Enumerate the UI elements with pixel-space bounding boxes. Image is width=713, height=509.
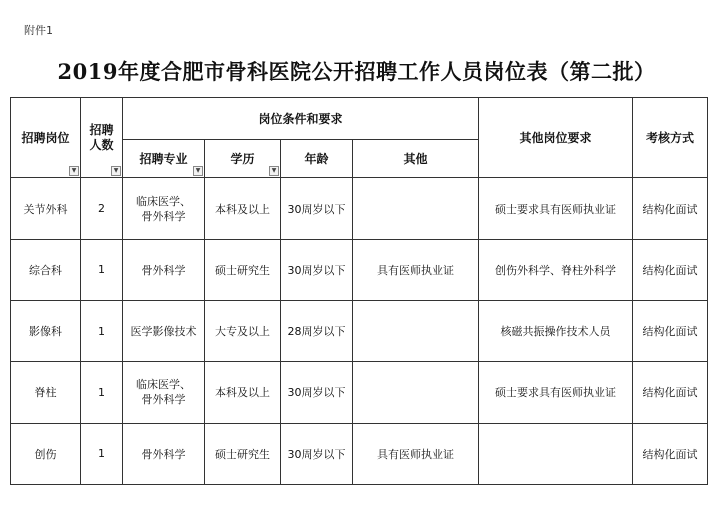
cell-education: 大专及以上 bbox=[205, 301, 281, 362]
cell-assessment: 结构化面试 bbox=[633, 301, 708, 362]
table-row bbox=[11, 239, 708, 300]
header-position: 招聘岗位 ▼ bbox=[11, 98, 81, 178]
cell-education: 硕士研究生 bbox=[205, 423, 281, 484]
header-assessment: 考核方式 bbox=[633, 98, 708, 178]
cell-position: 脊柱 bbox=[11, 362, 81, 423]
cell-age: 30周岁以下 bbox=[281, 239, 353, 300]
header-age: 年龄 bbox=[281, 140, 353, 178]
cell-major: 临床医学、骨外科学 bbox=[123, 362, 205, 423]
cell-age: 28周岁以下 bbox=[281, 301, 353, 362]
header-other-position-requirements: 其他岗位要求 bbox=[479, 98, 633, 178]
cell-other bbox=[353, 362, 479, 423]
cell-other: 具有医师执业证 bbox=[353, 423, 479, 484]
cell-position: 综合科 bbox=[11, 239, 81, 300]
attachment-label: 附件1 bbox=[24, 24, 53, 37]
filter-dropdown-icon[interactable]: ▼ bbox=[111, 166, 121, 176]
header-education: 学历 ▼ bbox=[205, 140, 281, 178]
table-row bbox=[11, 178, 708, 239]
cell-other-requirements: 创伤外科学、脊柱外科学 bbox=[479, 239, 633, 300]
cell-other-requirements bbox=[479, 423, 633, 484]
cell-count: 1 bbox=[81, 362, 123, 423]
cell-count: 1 bbox=[81, 301, 123, 362]
cell-position: 影像科 bbox=[11, 301, 81, 362]
cell-assessment: 结构化面试 bbox=[633, 423, 708, 484]
cell-other bbox=[353, 178, 479, 239]
table-row bbox=[11, 423, 708, 484]
cell-other: 具有医师执业证 bbox=[353, 239, 479, 300]
cell-position: 关节外科 bbox=[11, 178, 81, 239]
header-count: 招聘人数 ▼ bbox=[81, 98, 123, 178]
cell-major: 临床医学、骨外科学 bbox=[123, 178, 205, 239]
cell-count: 1 bbox=[81, 239, 123, 300]
cell-assessment: 结构化面试 bbox=[633, 362, 708, 423]
table-row bbox=[11, 301, 708, 362]
cell-assessment: 结构化面试 bbox=[633, 239, 708, 300]
cell-age: 30周岁以下 bbox=[281, 423, 353, 484]
cell-major: 骨外科学 bbox=[123, 239, 205, 300]
cell-education: 本科及以上 bbox=[205, 362, 281, 423]
cell-major: 骨外科学 bbox=[123, 423, 205, 484]
cell-other-requirements: 核磁共振操作技术人员 bbox=[479, 301, 633, 362]
cell-count: 2 bbox=[81, 178, 123, 239]
cell-other-requirements: 硕士要求具有医师执业证 bbox=[479, 362, 633, 423]
cell-age: 30周岁以下 bbox=[281, 362, 353, 423]
cell-count: 1 bbox=[81, 423, 123, 484]
cell-education: 硕士研究生 bbox=[205, 239, 281, 300]
page-title: 2019年度合肥市骨科医院公开招聘工作人员岗位表（第二批） bbox=[57, 59, 656, 84]
cell-education: 本科及以上 bbox=[205, 178, 281, 239]
filter-dropdown-icon[interactable]: ▼ bbox=[193, 166, 203, 176]
cell-major: 医学影像技术 bbox=[123, 301, 205, 362]
header-requirements-group: 岗位条件和要求 bbox=[123, 98, 479, 140]
table-row bbox=[11, 362, 708, 423]
header-other: 其他 bbox=[353, 140, 479, 178]
cell-other-requirements: 硕士要求具有医师执业证 bbox=[479, 178, 633, 239]
positions-table bbox=[10, 97, 708, 485]
cell-position: 创伤 bbox=[11, 423, 81, 484]
cell-other bbox=[353, 301, 479, 362]
header-major: 招聘专业 ▼ bbox=[123, 140, 205, 178]
filter-dropdown-icon[interactable]: ▼ bbox=[69, 166, 79, 176]
cell-age: 30周岁以下 bbox=[281, 178, 353, 239]
filter-dropdown-icon[interactable]: ▼ bbox=[269, 166, 279, 176]
cell-assessment: 结构化面试 bbox=[633, 178, 708, 239]
